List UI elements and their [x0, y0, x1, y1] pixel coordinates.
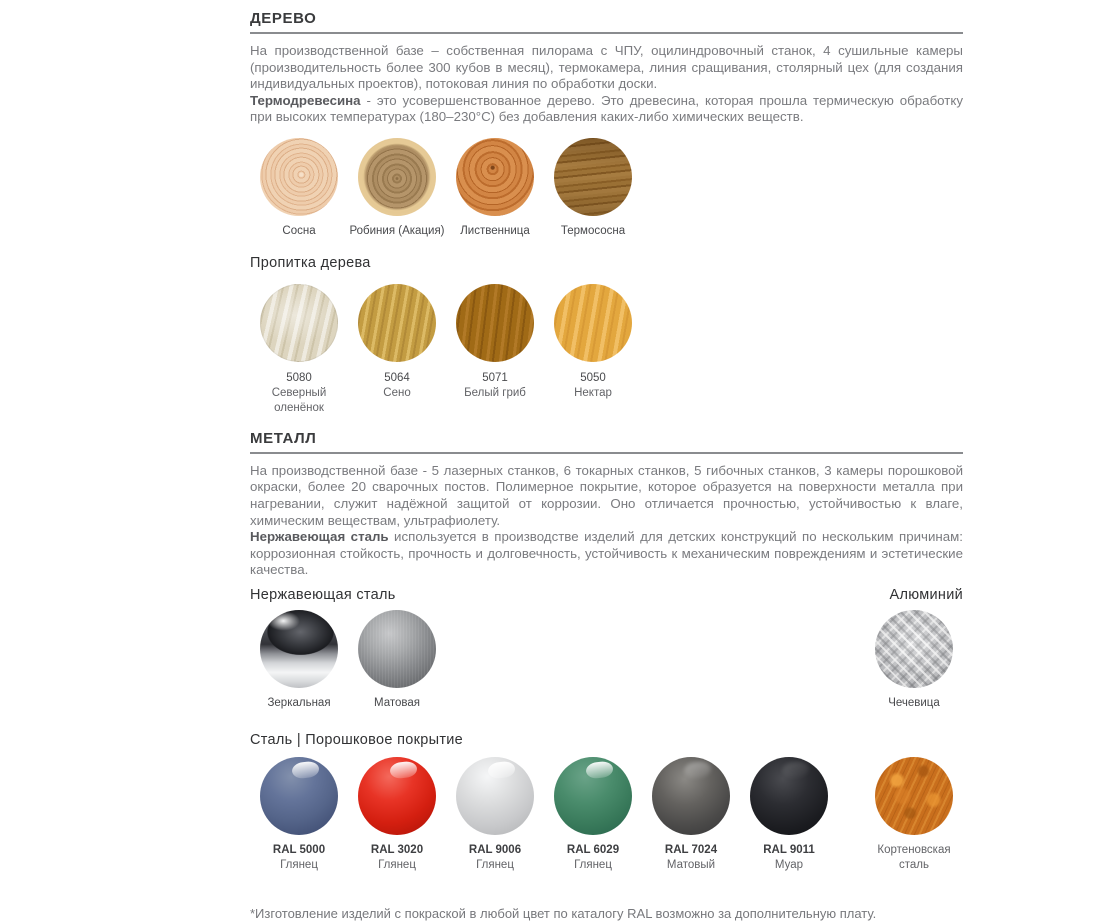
impregnation-cell: [250, 284, 348, 416]
powder-cell: [250, 757, 348, 873]
swatch-ral-9006: [456, 757, 534, 835]
swatch-label: 5071 Белый гриб: [464, 371, 526, 399]
wood-type-cell: [348, 138, 446, 239]
powder-coating-row: [250, 757, 963, 873]
impregnation-cell: [544, 284, 642, 401]
swatch-aluminum-lentil: [875, 610, 953, 688]
swatch-larch: [456, 138, 534, 216]
swatch-label: 5080 Северный оленёнок: [271, 371, 327, 414]
powder-cell: [544, 757, 642, 873]
swatch-label: RAL 5000 Глянец: [272, 843, 326, 871]
swatch-label: RAL 9011 Муар: [763, 843, 815, 871]
swatch-label: Зеркальная: [267, 696, 331, 709]
wood-type-cell: [446, 138, 544, 239]
swatch-thermopine: [554, 138, 632, 216]
ral-footnote: *Изготовление изделий с покраской в любой цвет по каталогу RAL возможно за дополнительную плату.: [250, 905, 877, 921]
section-divider: [250, 32, 963, 34]
gloss-highlight: [291, 761, 319, 780]
swatch-label: Чечевица: [888, 696, 940, 709]
metal-section: [250, 430, 963, 921]
swatch-label: RAL 9006 Глянец: [468, 843, 522, 871]
swatch-label: 5050 Нектар: [574, 371, 612, 399]
swatch-5080: [260, 284, 338, 362]
swatch-5071: [456, 284, 534, 362]
stainless-paragraph: Нержавеющая сталь используется в производстве изделий для детских конструкций по нескольким причинам: коррозионная стойкость, прочность и долговечность, устойчивость к механическим повреждениям и эстетические качества.: [250, 529, 963, 578]
swatch-corten-steel: [875, 757, 953, 835]
wood-type-cell: [544, 138, 642, 239]
wood-types-row: [250, 138, 963, 239]
stainless-lead: Нержавеющая сталь: [250, 529, 389, 545]
swatch-label: Робиния (Акация): [349, 224, 445, 237]
gloss-highlight: [389, 761, 417, 780]
powder-cell: [446, 757, 544, 873]
wood-intro-paragraph: На производственной базе – собственная пилорама с ЧПУ, оцилиндровочный станок, 4 сушильные камеры (производительность более 300 кубов в месяц), термокамера, линия сращивания, столярный цех (для создания индивидуальных проектов), потоковая линия по обработки доски.: [250, 43, 963, 92]
stainless-cell: [348, 610, 446, 711]
stainless-steel-heading: Нержавеющая сталь: [250, 586, 396, 603]
wood-type-cell: [250, 138, 348, 239]
impregnation-cell: [348, 284, 446, 401]
wood-section-title: ДЕРЕВО: [250, 10, 317, 27]
aluminum-heading: Алюминий: [889, 586, 963, 603]
swatch-matte-steel: [358, 610, 436, 688]
thermowood-lead: Термодревесина: [250, 92, 361, 108]
gloss-highlight: [487, 761, 515, 780]
impregnation-row: [250, 284, 963, 416]
swatch-ral-7024: [652, 757, 730, 835]
swatch-label: RAL 3020 Глянец: [370, 843, 424, 871]
stainless-row: [250, 610, 963, 711]
swatch-label: 5064 Сено: [383, 371, 411, 399]
swatch-robinia-acacia: [358, 138, 436, 216]
swatch-5064: [358, 284, 436, 362]
swatch-ral-9011: [750, 757, 828, 835]
stainless-cell: [250, 610, 348, 711]
metal-subheadings-row: [250, 587, 963, 603]
metal-section-title: МЕТАЛЛ: [250, 429, 317, 447]
swatch-label: Матовая: [374, 696, 420, 709]
swatch-label: Кортеновская сталь: [877, 843, 951, 871]
swatch-label: RAL 6029 Глянец: [566, 843, 620, 871]
matte-highlight: [683, 761, 711, 780]
thermowood-paragraph: Термодревесина - это усовершенствованное дерево. Это древесина, которая прошла термическую обработку при высоких температурах (180–230°C) без добавления каких-либо химических веществ.: [250, 92, 963, 125]
impregnation-title: Пропитка дерева: [250, 254, 371, 271]
swatch-pine: [260, 138, 338, 216]
section-divider: [250, 452, 963, 454]
swatch-label: Лиственница: [460, 224, 530, 237]
powder-cell: [348, 757, 446, 873]
swatch-ral-3020: [358, 757, 436, 835]
swatch-label: Сосна: [282, 224, 316, 237]
swatch-mirror-steel: [260, 610, 338, 688]
moire-highlight: [781, 761, 809, 780]
swatch-label: Термососна: [560, 224, 626, 237]
corten-cell: [865, 757, 963, 873]
powder-cell: [740, 757, 838, 873]
swatch-ral-5000: [260, 757, 338, 835]
swatch-5050: [554, 284, 632, 362]
wood-section: [250, 10, 963, 416]
swatch-ral-6029: [554, 757, 632, 835]
swatch-label: RAL 7024 Матовый: [664, 843, 718, 871]
powder-coating-heading: Сталь | Порошковое покрытие: [250, 731, 464, 748]
impregnation-cell: [446, 284, 544, 401]
gloss-highlight: [585, 761, 613, 780]
powder-cell: [642, 757, 740, 873]
metal-intro-paragraph: На производственной базе - 5 лазерных станков, 6 токарных станков, 5 гибочных станков, 3 камеры порошковой окраски, более 20 сварочных постов. Полимерное покрытие, которое образуется на поверхности металла при нагревании, служит надёжной защитой от коррозии. Оно отличается прочностью, устойчивостью к влаге, химическим веществам, ультрафиолету.: [250, 462, 963, 528]
aluminum-cell: [865, 610, 963, 711]
